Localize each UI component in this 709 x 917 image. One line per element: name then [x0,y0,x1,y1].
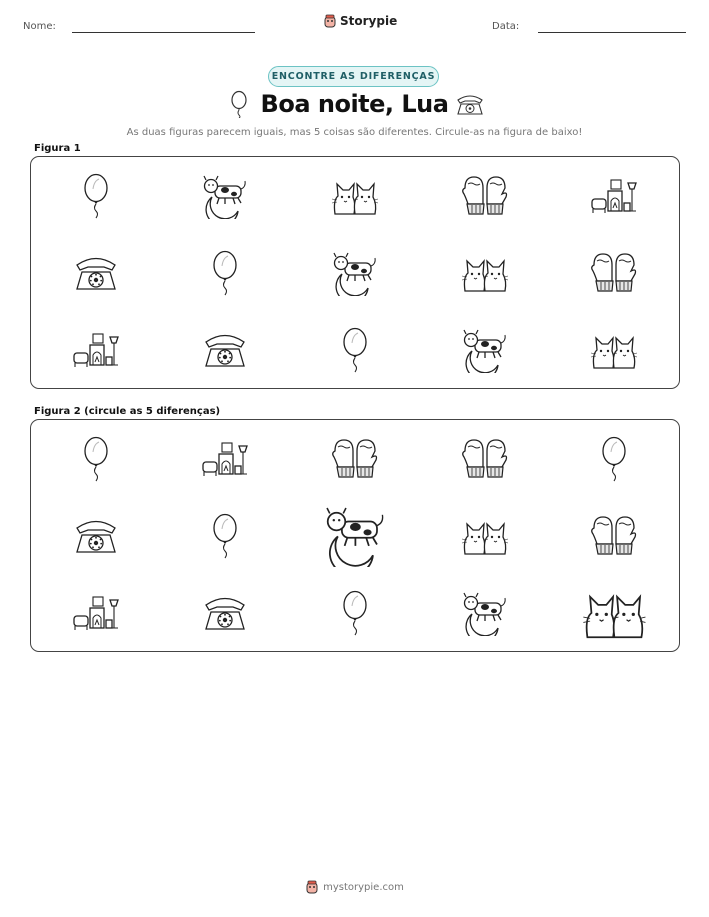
figure2-cell-3-2[interactable] [161,574,291,651]
figure2-cell-2-5[interactable] [549,497,679,574]
cow-moon-icon [323,504,388,566]
figure2-cell-2-1[interactable] [31,497,161,574]
mittens-icon [590,514,638,558]
figure2-grid [31,420,679,651]
room-icon [72,594,120,632]
cow-moon-icon [461,327,509,373]
figure2-cell-1-2[interactable] [161,420,291,497]
figure2-cell-1-3[interactable] [290,420,420,497]
kittens-icon [461,516,509,556]
figure2-cell-1-1[interactable] [31,420,161,497]
page-title: Boa noite, Lua [260,90,449,118]
kittens-icon [331,176,379,216]
storypie-logo-icon [323,14,337,28]
figure1-grid [31,157,679,388]
kittens-icon [590,330,638,370]
figure1-cell-1-5[interactable] [549,157,679,234]
telephone-icon [74,255,118,291]
balloon-icon [212,513,238,559]
figure2-label: Figura 2 (circule as 5 diferenças) [34,406,221,417]
name-label: Nome: [23,21,56,32]
telephone-icon [455,93,485,115]
figure2-cell-1-4[interactable] [420,420,550,497]
figure2-cell-3-3[interactable] [290,574,420,651]
balloon-icon [342,327,368,373]
figure1-cell-2-2[interactable] [161,234,291,311]
mittens-icon [331,437,379,481]
figure1-cell-2-4[interactable] [420,234,550,311]
mittens-icon [461,174,509,218]
cow-moon-icon [461,590,509,636]
figure1-cell-1-1[interactable] [31,157,161,234]
room-icon [201,440,249,478]
balloon-icon [83,436,109,482]
room-icon [590,177,638,215]
figure1-cell-1-3[interactable] [290,157,420,234]
mittens-icon [461,437,509,481]
cow-moon-icon [201,173,249,219]
figure2-cell-3-4[interactable] [420,574,550,651]
date-line[interactable] [538,32,686,33]
figure1-cell-3-4[interactable] [420,311,550,388]
name-line[interactable] [72,32,255,33]
figure2-cell-1-5[interactable] [549,420,679,497]
storypie-logo-icon [305,880,319,894]
footer-site[interactable]: mystorypie.com [323,881,404,893]
balloon-icon [212,250,238,296]
balloon-icon [601,436,627,482]
telephone-icon [203,595,247,631]
figure1-cell-2-3[interactable] [290,234,420,311]
instructions: As duas figuras parecem iguais, mas 5 coisas são diferentes. Circule-as na figura de baixo! [126,127,583,138]
figure1-label: Figura 1 [34,143,81,154]
mittens-icon [590,251,638,295]
balloon-icon [342,590,368,636]
figure2-cell-3-5[interactable] [549,574,679,651]
figure1-cell-3-2[interactable] [161,311,291,388]
footer [0,880,709,894]
balloon-icon [83,173,109,219]
figure1-panel [30,156,680,389]
figure1-cell-3-3[interactable] [290,311,420,388]
telephone-icon [74,518,118,554]
brand-name: Storypie [340,14,398,28]
figure1-cell-2-5[interactable] [549,234,679,311]
brand [323,14,397,28]
figure1-cell-2-1[interactable] [31,234,161,311]
figure1-cell-3-1[interactable] [31,311,161,388]
figure1-cell-3-5[interactable] [549,311,679,388]
cow-moon-icon [331,250,379,296]
room-icon [72,331,120,369]
figure2-cell-3-1[interactable] [31,574,161,651]
figure1-cell-1-4[interactable] [420,157,550,234]
figure1-cell-1-2[interactable] [161,157,291,234]
date-label: Data: [492,21,520,32]
activity-badge: ENCONTRE AS DIFERENÇAS [268,66,439,87]
kittens-icon [461,253,509,293]
figure2-panel [30,419,680,652]
figure2-cell-2-3[interactable] [290,497,420,574]
figure2-cell-2-2[interactable] [161,497,291,574]
kittens-icon [582,586,647,640]
telephone-icon [203,332,247,368]
figure2-cell-2-4[interactable] [420,497,550,574]
